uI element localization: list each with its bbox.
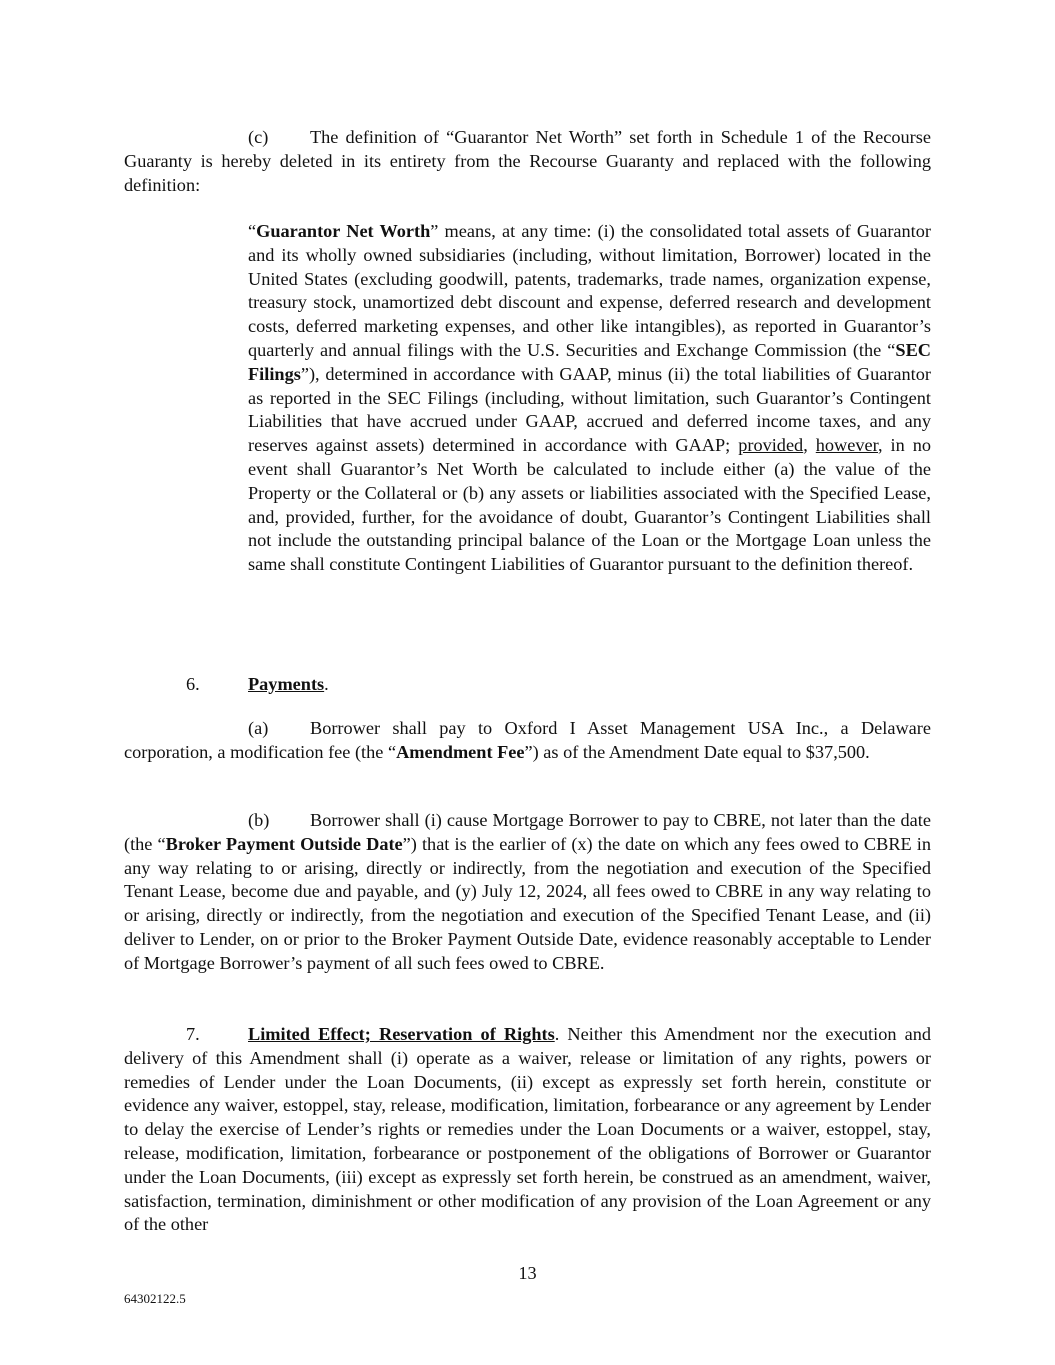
- defined-term-amendment-fee: Amendment Fee: [396, 741, 525, 762]
- however-underlined: however: [815, 435, 878, 456]
- paragraph-c-label: (c): [248, 127, 269, 147]
- section-6-number: 6.: [186, 674, 200, 694]
- provided-underlined: provided: [738, 435, 804, 456]
- paragraph-6a-label: (a): [248, 718, 269, 738]
- guarantor-net-worth-definition: “Guarantor Net Worth” means, at any time: (i) the consolidated total assets of Guarantor and its wholly owned subsidiaries (including, without limitation, Borrower) located in the United States (excluding goodwill, patents, trademarks, trade names, organization expense, treasury stock, unamortized debt discount and expense, deferred research and development costs, deferred marketing expenses, and other like intangibles), as reported in Guarantor’s quarterly and annual filings with the U.S. Securities and Exchange Commission (the “SEC Filings”), determined in accordance with GAAP, minus (ii) the total liabilities of Guarantor as reported in the SEC Filings (including, without limitation, such Guarantor’s Contingent Liabilities that have accrued under GAAP, accrued and deferred income taxes, and any reserves against assets) determined in accordance with GAAP; provided, however, in no event shall Guarantor’s Net Worth be calculated to include either (a) the value of the Property or the Collateral or (b) any assets or liabilities associated with the Specified Lease, and, provided, further, for the avoidance of doubt, Guarantor’s Contingent Liabilities shall not include the outstanding principal balance of the Loan or the Mortgage Loan unless the same shall constitute Contingent Liabilities of Guarantor pursuant to the definition thereof.: [248, 221, 932, 575]
- defined-term-sec-filings: SEC Filings: [248, 339, 931, 384]
- paragraph-c: [124, 126, 931, 197]
- paragraph-6b-label: (b): [248, 810, 270, 830]
- section-6-heading: 6. Payments.: [0, 673, 1055, 697]
- defined-term-broker-payment-outside-date: Broker Payment Outside Date: [165, 833, 403, 854]
- paragraph-6b: (b) Borrower shall (i) cause Mortgage Borrower to pay to CBRE, not later than the date (the “Broker Payment Outside Date”) that is the earlier of (x) the date on which any fees owed to CBRE in any way relating to or arising, directly or indirectly, from the negotiation and execution of the Specified Tenant Lease, become due and payable, and (y) July 12, 2024, all fees owed to CBRE in any way relating to or arising, directly or indirectly, from the negotiation and execution of the Specified Tenant Lease, and (ii) deliver to Lender, on or prior to the Broker Payment Outside Date, evidence reasonably acceptable to Lender of Mortgage Borrower’s payment of all such fees owed to CBRE.: [124, 810, 931, 973]
- paragraph-c-text: The definition of “Guarantor Net Worth” set forth in Schedule 1 of the Recourse Guaranty is hereby deleted in its entirety from the Recourse Guaranty and replaced with the following definition:: [124, 127, 931, 195]
- page-number: 13: [518, 1263, 537, 1283]
- document-id: 64302122.5: [124, 1291, 186, 1306]
- section-7-number: 7.: [186, 1024, 200, 1044]
- section-7-paragraph: 7. Limited Effect; Reservation of Rights. Neither this Amendment nor the execution and delivery of this Amendment shall (i) operate as a waiver, release or limitation of any rights, powers or remedies of Lender under the Loan Documents, (ii) except as expressly set forth herein, constitute or evidence any waiver, estoppel, stay, release, modification, limitation, forbearance or any agreement by Lender to delay the exercise of Lender’s rights or remedies under the Loan Documents or a waiver, estoppel, stay, release, modification, limitation, forbearance or postponement of the obligations of Borrower or Guarantor under the Loan Documents, (iii) except as expressly set forth herein, be construed as an amendment, waiver, satisfaction, termination, diminishment or other modification of any provision of the Loan Agreement or any of the other: [124, 1024, 932, 1235]
- section-6-title: Payments: [248, 674, 325, 694]
- paragraph-6a: (a) Borrower shall pay to Oxford I Asset Management USA Inc., a Delaware corporation, a modification fee (the “Amendment Fee”) as of the Amendment Date equal to $37,500.: [124, 718, 931, 762]
- section-7-title: Limited Effect; Reservation of Rights: [248, 1024, 555, 1044]
- defined-term-guarantor-net-worth: Guarantor Net Worth: [256, 221, 431, 241]
